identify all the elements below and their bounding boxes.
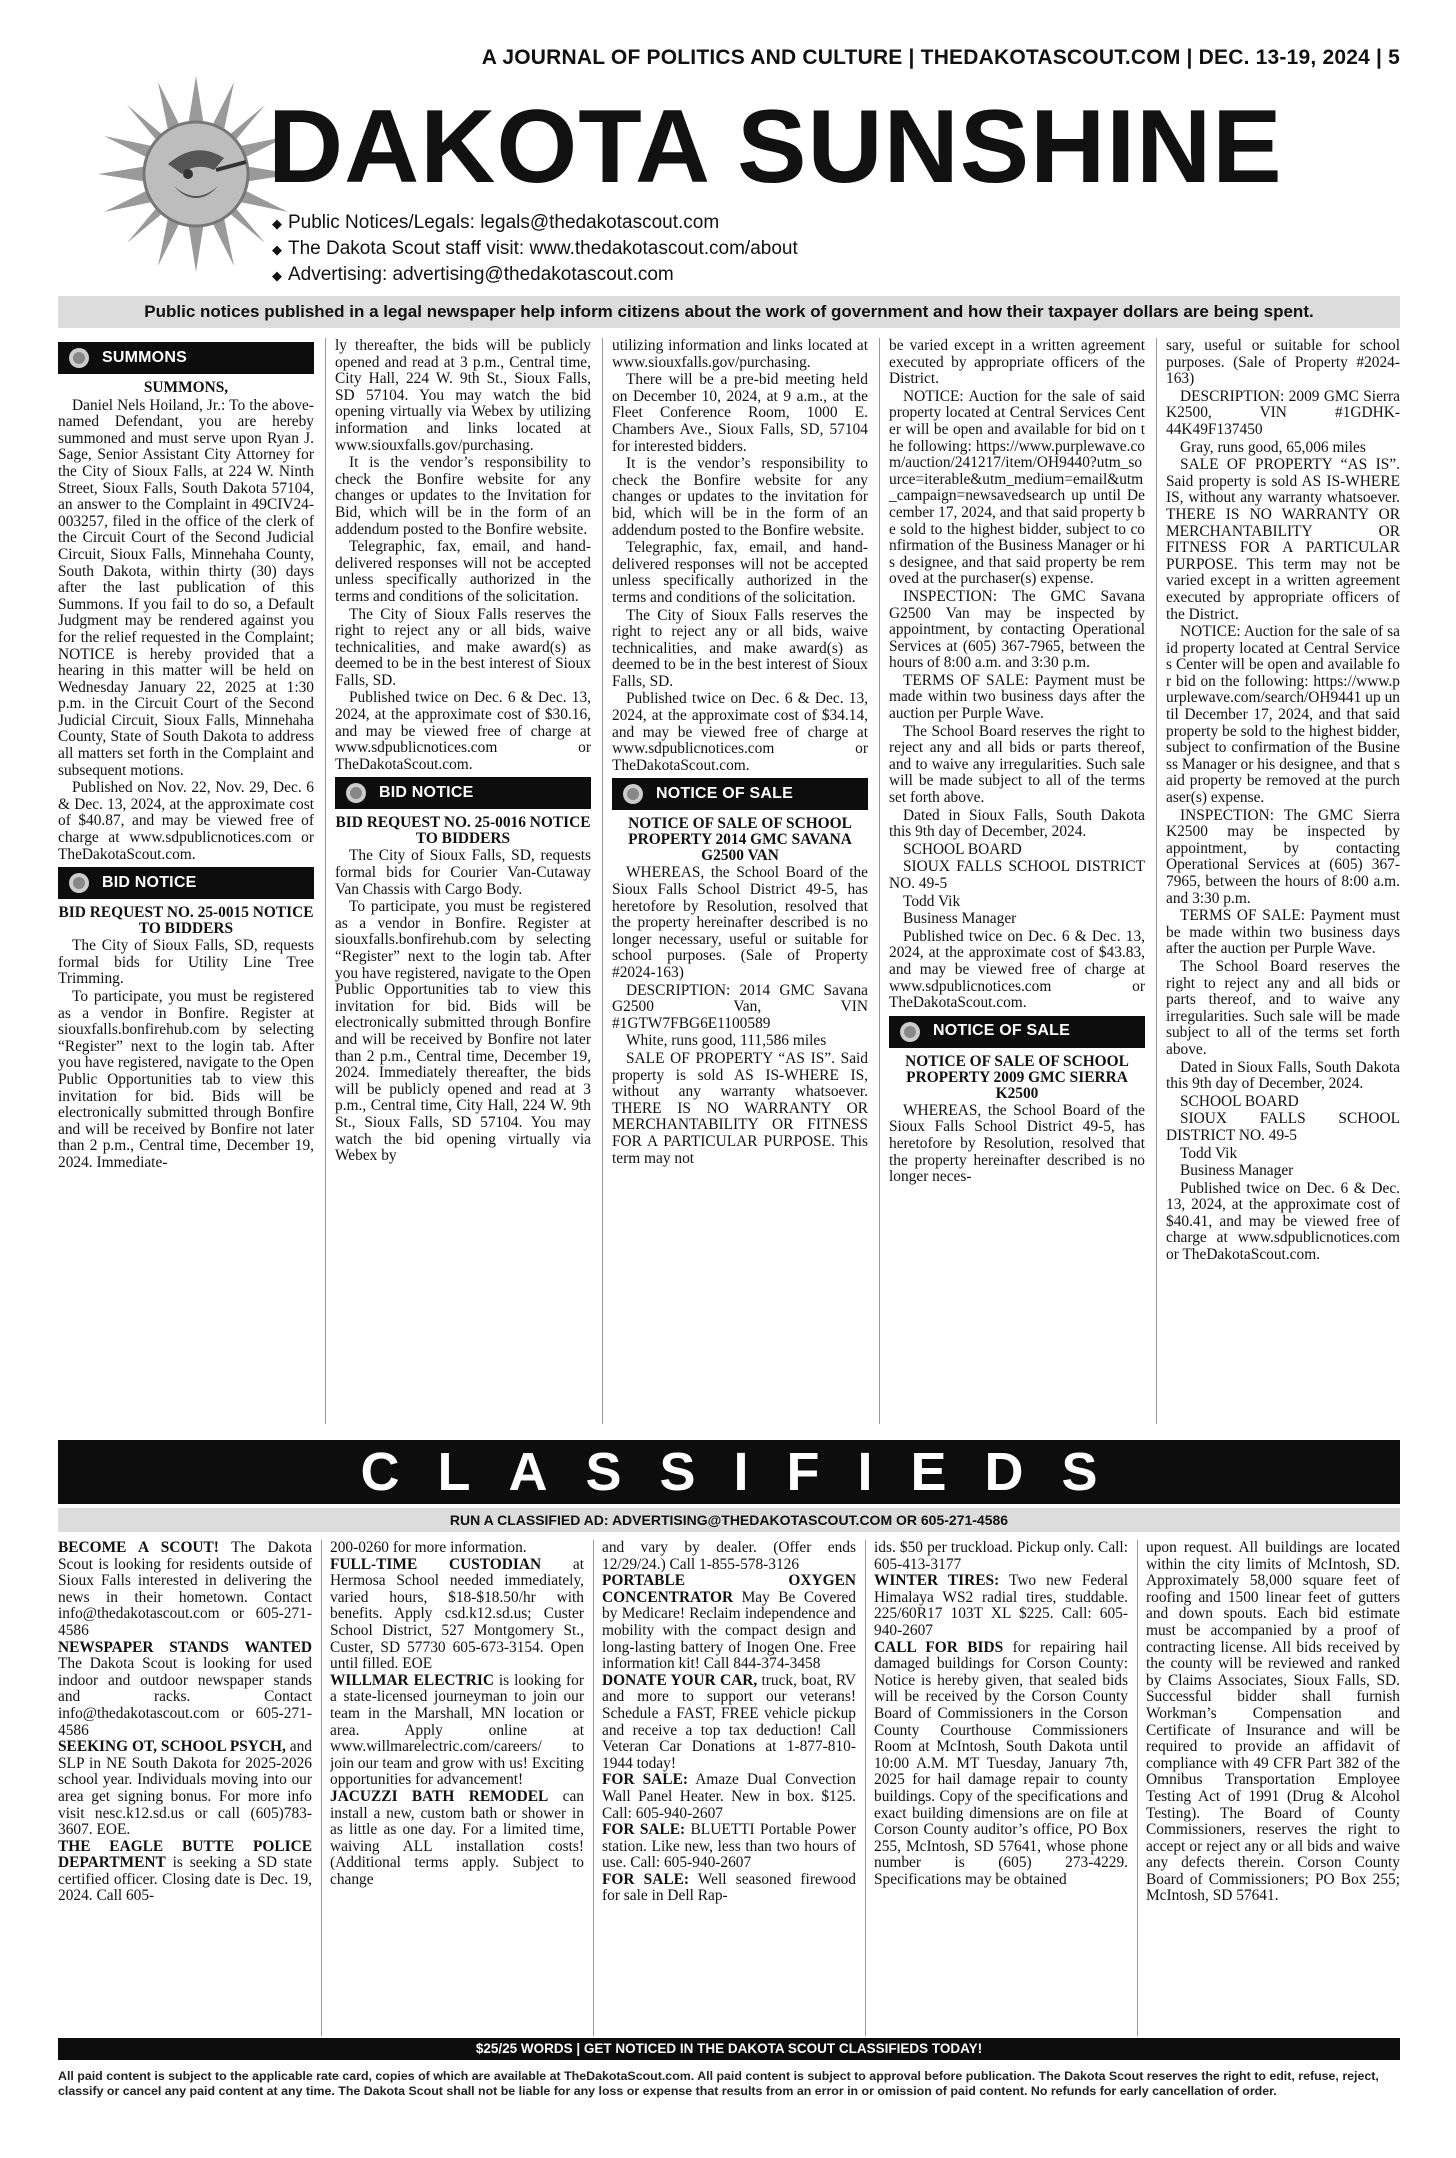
column-divider [593,1540,594,2036]
sun-mascot-icon [895,1019,925,1045]
section-header-bid-notice [335,777,591,809]
column-divider [325,338,326,1424]
classified-ad-text: ids. $50 per truckload. Pickup only. Call: 605-413-3177 [874,1540,1128,1573]
classified-ad-text: is looking for a state-licensed journeyman to join our team in the Marshall, MN location or area. Apply online at www.willmarelectric.com/careers/ to join our team and grow with us! Exciting opportunities for advancement! [330,1671,584,1789]
classified-column-1 [58,1540,312,2036]
classified-column-5 [1146,1540,1400,2036]
contact-legals [272,210,798,236]
classified-ad-text: upon request. All buildings are located within the city limits of McIntosh, SD. Approximately 58,000 square feet of roofing and 1500 linear feet of gutters and down spouts. Each bid estimate must be accompanied by a proof of contracting license. All bids received by the county will be reviewed and ranked by Claims Associates, Sioux Falls, SD. Successful bidder shall furnish Workman’s Compensation and Certificate of Insurance and will be required to provide an affidavit of compliance with 49 CFR Part 382 of the Omnibus Transportation Employee Testing Act of 1991 (Drug & Alcohol Testing). The Board of County Commissioners, reserves the right to accept or reject any or all bids and waive any defects therein. Corson County Board of Commissioners; PO Box 255; McIntosh, SD 57641. [1146,1540,1400,1905]
column-divider [879,338,880,1424]
classified-ad-text: can install a new, custom bath or shower in as little as one day. For a limited time, waiving ALL installation costs! (Additional terms apply. Subject to change [330,1787,584,1888]
classified-ad [602,1872,856,1905]
classified-ad [602,1822,856,1872]
classified-ad [602,1540,856,1573]
classified-ad-heading: NEWSPAPER STANDS WANTED [58,1638,312,1656]
staff-link[interactable]: The Dakota Scout staff visit: www.thedakotascout.com/about [288,238,798,259]
notice-column-4 [889,338,1145,1424]
notice-column-5 [1166,338,1400,1424]
classified-ad [58,1640,312,1740]
classified-ad-heading: WILLMAR ELECTRIC [330,1671,494,1689]
classified-ad-text: and vary by dealer. (Offer ends 12/29/24.) Call 1-855-578-3126 [602,1540,856,1573]
sun-mascot-icon [618,781,648,807]
sale-sierra-published: Published twice on Dec. 6 & Dec. 13, 2024, at the approximate cost of $40.41, and may be viewed free of charge at www.sdpublicnotices.com or TheDakotaScout.com. [1166,1179,1400,1264]
notice-column-1 [58,338,314,1424]
classified-ad [58,1739,312,1839]
sale-sierra-cont: sary, useful or suitable for school purposes. (Sale of Property #2024-163) [1166,338,1400,388]
classified-ad-text: The Dakota Scout is looking for residents outside of Sioux Falls interested in delivering the news in their hometown. Contact info@thedakotascout.com or 605-271-4586 [58,1540,312,1639]
section-header-notice-of-sale [889,1016,1145,1048]
sun-mascot-icon [64,345,94,371]
public-notices-section [58,338,1400,1424]
sale-savana-district: SIOUX FALLS SCHOOL DISTRICT NO. 49-5 [889,858,1145,892]
sale-sierra-board: SCHOOL BOARD [1180,1092,1299,1110]
contact-advertising [272,262,798,288]
diamond-bullet-icon: ◆ [272,216,282,231]
sale-sierra-auction: NOTICE: Auction for the sale of said property located at Central Services Center will be open and available for bid on the following: https://www.purplewave.com/search/OH9441 up until December 17, 2024, and that said property be sold to the highest bidder, subject to confirmation of the Business Manager or his designee, and that said property be removed at the purchaser(s) expense. [1166,623,1400,807]
classified-ad [330,1557,584,1673]
bid-0015-responsibility: It is the vendor’s responsibility to check the Bonfire website for any changes or updates to the Invitation for Bid, which will be in the form of an addendum posted to the Bonfire website. [335,454,591,538]
classified-ad [874,1573,1128,1639]
classifieds-contact-bar[interactable]: RUN A CLASSIFIED AD: ADVERTISING@THEDAKOTASCOUT.COM OR 605-271-4586 [58,1508,1400,1532]
notice-of-sale-heading: NOTICE OF SALE [656,785,794,803]
bid-0016-reserves: The City of Sioux Falls reserves the right to reject any or all bids, waive technicalities, and make award(s) as deemed to be in the best interest of Sioux Falls, SD. [612,606,868,690]
column-divider [1137,1540,1138,2036]
bid-0016-intro: The City of Sioux Falls, SD, requests formal bids for Courier Van-Cutaway Van Chassis with Cargo Body. [335,847,591,898]
classified-ad [58,1839,312,1905]
sale-sierra-signer-title: Business Manager [1180,1162,1294,1180]
sale-sierra-inspection: INSPECTION: The GMC Sierra K2500 may be inspected by appointment, by contacting Operational Services at (605) 367-7965, between the hours of 8:00 a.m. and 3:30 p.m. [1166,806,1400,907]
bid-0016-cont: utilizing information and links located at www.siouxfalls.gov/purchasing. [612,338,868,371]
classified-ad-heading: WINTER TIRES: [874,1572,1000,1590]
bid-0016-participate: To participate, you must be registered as a vendor in Bonfire. Register at siouxfalls.bonfirehub.com by selecting “Register” next to the login tab. After you have registered, navigate to the Open Public Opportunities tab to view this invitation for bid. Bids will be electronically submitted through Bonfire and will be received by Bonfire not later than 2 p.m., Central time, December 19, 2024. Immediately thereafter, the bids will be publicly opened and read at 3 p.m., Central time, City Hall, 224 W. 9th St., Sioux Falls, SD 57104. You may watch the bid opening virtually via Webex by [335,898,591,1165]
bid-0016-responsibility: It is the vendor’s responsibility to check the Bonfire website for any changes or updates to the invitation for bid, which will be in the form of an addendum posted to the Bonfire website. [612,455,868,539]
section-header-summons [58,342,314,374]
section-header-bid-notice [58,867,314,899]
bid-0016-published: Published twice on Dec. 6 & Dec. 13, 2024, at the approximate cost of $34.14, and may be viewed free of charge at www.sdpublicnotices.com or TheDakotaScout.com. [612,690,868,774]
sale-sierra-as-is: SALE OF PROPERTY “AS IS”. Said property is sold AS IS-WHERE IS, without any warranty whatsoever. THERE IS NO WARRANTY OR MERCHANTABILITY OR FITNESS FOR A PARTICULAR PURPOSE. This term may not be varied except in a written agreement executed by appropriate officers of the District. [1166,456,1400,623]
sun-mascot-logo [96,74,296,274]
sale-title-sierra: NOTICE OF SALE OF SCHOOL PROPERTY 2009 GMC SIERRA K2500 [905,1052,1129,1102]
public-notice-banner: Public notices published in a legal newspaper help inform citizens about the work of government and how their taxpayer dollars are being spent. [58,296,1400,328]
sale-sierra-whereas: WHEREAS, the School Board of the Sioux Falls School District 49-5, has heretofore by Resolution, resolved that the property hereinafter described is no longer neces- [889,1101,1145,1186]
sale-sierra-signer: Todd Vik [1180,1144,1238,1162]
bid-0015-participate: To participate, you must be registered as a vendor in Bonfire. Register at siouxfalls.bonfirehub.com by selecting “Register” next to the login tab. After you have registered, navigate to the Open Public Opportunities tab to view this invitation for bid. Bids will be electronically submitted through Bonfire and will be received by Bonfire not later than 2 p.m., Central time, December 19, 2024. Immediate- [58,988,314,1171]
sale-savana-as-is: SALE OF PROPERTY “AS IS”. Said property is sold AS IS-WHERE IS, without any warranty whatsoever. THERE IS NO WARRANTY OR MERCHANTABILITY OR FITNESS FOR A PARTICULAR PURPOSE. This term may not [612,1049,868,1167]
classified-ad-text: and SLP in NE South Dakota for 2025-2026 school year. Individuals moving into our area get signing bonus. For more info visit nesc.k12.sd.us or call (605)783-3607. EOE. [58,1738,312,1839]
sale-sierra-district: SIOUX FALLS SCHOOL DISTRICT NO. 49-5 [1166,1110,1400,1144]
sun-mascot-icon [341,780,371,806]
summons-published: Published on Nov. 22, Nov. 29, Dec. 6 & Dec. 13, 2024, at the approximate cost of $40.87, and may be viewed free of charge at www.sdpublicnotices.com or TheDakotaScout.com. [58,779,314,863]
classifieds-section [58,1540,1400,2036]
masthead-title: DAKOTA SUNSHINE [268,89,1283,205]
classified-ad-heading: SEEKING OT, SCHOOL PSYCH, [58,1738,286,1756]
classified-ad [602,1673,856,1773]
sale-sierra-reserves: The School Board reserves the right to reject any and all bids or parts thereof, and to waive any irregularities. Such sale will be made subject to all of the terms set forth above. [1166,957,1400,1058]
classified-ad [874,1540,1128,1573]
sale-savana-whereas: WHEREAS, the School Board of the Sioux Falls School District 49-5, has heretofore by Resolution, resolved that the property hereinafter described is no longer necessary, useful or suitable for school purposes. (Sale of Property #2024-163) [612,864,868,981]
classified-ad [1146,1540,1400,1905]
classified-ad [330,1540,584,1557]
bid-title-0015: BID REQUEST NO. 25-0015 NOTICE TO BIDDERS [58,904,314,938]
classified-ad-heading: JACUZZI BATH REMODEL [330,1787,549,1805]
sale-savana-inspection: INSPECTION: The GMC Savana G2500 Van may be inspected by appointment, by contacting Operational Services at (605) 367-7965, between the hours of 8:00 a.m. and 3:30 p.m. [889,587,1145,672]
classified-ad [58,1540,312,1640]
paid-content-disclaimer: All paid content is subject to the applicable rate card, copies of which are available at TheDakotaScout.com. All paid content is subject to approval before publication. The Dakota Scout reserves the right to edit, refuse, reject, classify or cancel any paid content at any time. The Dakota Scout shall not be liable for any loss or expense that results from an error in or omission of paid content. No refunds for early cancellation of order. [58,2069,1379,2098]
classifieds-footer-bar: $25/25 WORDS | GET NOTICED IN THE DAKOTA SCOUT CLASSIFIEDS TODAY! [58,2038,1400,2060]
summons-body: Daniel Nels Hoiland, Jr.: To the above-named Defendant, you are hereby summoned and must serve upon Ryan J. Sage, Senior Assistant City Attorney for the City of Sioux Falls, at 224 W. Ninth Street, Sioux Falls, South Dakota 57104, an answer to the Complaint in 49CIV24-003257, filed in the office of the clerk of the Circuit Court of the Second Judicial Circuit, Sioux Falls, Minnehaha County, South Dakota, within thirty (30) days after the last publication of this Summons. If you fail to do so, a Default Judgment may be rendered against you for the relief requested in the Complaint; NOTICE is hereby provided that a hearing in this matter will be held on Wednesday January 22, 2025 at 1:30 p.m. in the Circuit Court of the Second Judicial Circuit, Sioux Falls, Minnehaha County, State of South Dakota to address all matters set forth in the Complaint and subsequent motions. [58,396,314,779]
diamond-bullet-icon: ◆ [272,242,282,257]
column-divider [1156,338,1157,1424]
bid-0015-telegraphic: Telegraphic, fax, email, and hand-delivered responses will not be accepted unless specifically authorized in the terms and conditions of the solicitation. [335,538,591,605]
legals-email-link[interactable]: Public Notices/Legals: legals@thedakotascout.com [288,212,720,233]
sale-savana-description: DESCRIPTION: 2014 GMC Savana G2500 Van, VIN #1GTW7FBG6E1100589 [612,981,868,1032]
sale-savana-dated: Dated in Sioux Falls, South Dakota this 9th day of December, 2024. [889,806,1145,841]
classified-ad-text: truck, boat, RV and more to support our veterans! Schedule a FAST, FREE vehicle pickup and receive a top tax deduction! Call Veteran Car Donations at 1-877-810-1944 today! [602,1671,856,1772]
sale-savana-auction: NOTICE: Auction for the sale of said property located at Central Services Center will be open and available for bid on the following: https://www.purplewave.com/auction/241217/item/OH9440?utm_source=iterable&utm_medium=email&utm_campaign=newsavedsearch up until December 17, 2024, and that said property be sold to the highest bidder, subject to confirmation of the Business Manager or his designee, and that said property be removed at the purchaser(s) expense. [889,387,1145,588]
classified-ad-heading: THE EAGLE BUTTE POLICE DEPARTMENT [58,1837,312,1872]
bid-notice-heading: BID NOTICE [102,873,197,891]
classified-ad-heading: FOR SALE: [602,1870,689,1888]
diamond-bullet-icon: ◆ [272,268,282,283]
notice-of-sale-heading: NOTICE OF SALE [933,1022,1071,1040]
classified-ad-heading: CALL FOR BIDS [874,1638,1004,1656]
bid-0015-published: Published twice on Dec. 6 & Dec. 13, 2024, at the approximate cost of $30.16, and may be viewed free of charge at www.sdpublicnotices.com or TheDakotaScout.com. [335,689,591,773]
classified-ad-text: Two new Federal Himalaya WS2 radial tires, studdable. 225/60R17 103T XL $225. Call: 605-940-2607 [874,1572,1128,1639]
classified-ad-text: at Hermosa School needed immediately, varied hours, $18-$18.50/hr with benefits. Apply csd.k12.sd.us; Custer School District, 527 Montgomery St., Custer, SD 57730 605-673-3154. Open until filled. EOE [330,1555,584,1673]
sale-savana-reserves: The School Board reserves the right to reject any and all bids or parts thereof, and to waive any irregularities. Such sale will be made subject to all of the terms set forth above. [889,722,1145,807]
classified-ad [330,1789,584,1889]
classified-ad-text: for repairing hail damaged buildings for Corson County: Notice is hereby given, that sealed bids will be received by the Corson County Board of Commissioners in the Corson County Courthouse Commissioners Room at McIntosh, South Dakota until 10:00 A.M. MT Tuesday, January 7th, 2025 for hail damage repair to county buildings. Copy of the specifications and exact building dimensions are on file at Corson County auditor’s office, PO Box 255, McIntosh, SD 57641, whose phone number is (605) 273-4229. Specifications may be obtained [874,1638,1128,1888]
sale-savana-condition: White, runs good, 111,586 miles [626,1032,827,1050]
sale-sierra-terms: TERMS OF SALE: Payment must be made within two business days after the auction per Purple Wave. [1166,907,1400,958]
summons-heading: SUMMONS [102,348,187,366]
sale-savana-terms: TERMS OF SALE: Payment must be made within two business days after the auction per Purple Wave. [889,671,1145,723]
classified-ad-text: BLUETTI Portable Power station. Like new, less than two hours of use. Call: 605-940-2607 [602,1821,856,1872]
classified-ad [874,1640,1128,1889]
column-divider [321,1540,322,2036]
bid-notice-heading: BID NOTICE [379,784,474,802]
advertising-email-link[interactable]: Advertising: advertising@thedakotascout.com [288,264,674,285]
classified-ad-text: 200-0260 for more information. [330,1540,527,1556]
section-header-notice-of-sale [612,778,868,810]
sale-savana-signer: Todd Vik [903,892,961,910]
classified-ad-heading: FOR SALE: [602,1821,686,1839]
bid-0016-prebid: There will be a pre-bid meeting held on December 10, 2024, at 9 a.m., at the Fleet Conference Room, 1000 E. Chambers Ave., Sioux Falls, SD, 57104 for interested bidders. [612,371,868,455]
classified-ad [602,1573,856,1673]
classified-ad-heading: BECOME A SCOUT! [58,1540,219,1556]
sale-title-savana: NOTICE OF SALE OF SCHOOL PROPERTY 2014 GMC SAVANA G2500 VAN [628,815,852,865]
bid-title-0016: BID REQUEST NO. 25-0016 NOTICE TO BIDDERS [335,814,591,848]
sale-savana-cont: be varied except in a written agreement executed by appropriate officers of the District. [889,338,1145,388]
classified-column-4 [874,1540,1128,2036]
bid-0015-reserves: The City of Sioux Falls reserves the right to reject any or all bids, waive technicalities, and make award(s) as deemed to be in the best interest of Sioux Falls, SD. [335,605,591,689]
classified-column-2 [330,1540,584,2036]
sun-mascot-icon [64,870,94,896]
contact-list [272,210,798,288]
classified-ad [330,1673,584,1789]
classified-column-3 [602,1540,856,2036]
bid-0015-intro: The City of Sioux Falls, SD, requests formal bids for Utility Line Tree Trimming. [58,937,314,988]
issue-topline: A JOURNAL OF POLITICS AND CULTURE | THEDAKOTASCOUT.COM | DEC. 13-19, 2024 | 5 [481,46,1400,69]
classifieds-banner: CLASSIFIEDS [58,1440,1400,1504]
sale-sierra-description: DESCRIPTION: 2009 GMC Sierra K2500, VIN #1GDHK-44K49F137450 [1166,387,1400,438]
sale-sierra-condition: Gray, runs good, 65,006 miles [1180,438,1366,456]
column-divider [602,338,603,1424]
notice-column-2 [335,338,591,1424]
classified-ad-text: The Dakota Scout is looking for used indoor and outdoor newspaper stands and racks. Contact info@thedakotascout.com or 605-271-4586 [58,1655,312,1739]
classified-ad-text: Well seasoned firewood for sale in Dell Rap- [602,1870,856,1905]
classified-ad-heading: FULL-TIME CUSTODIAN [330,1555,542,1573]
notice-column-3 [612,338,868,1424]
column-divider [865,1540,866,2036]
sale-savana-published: Published twice on Dec. 6 & Dec. 13, 2024, at the approximate cost of $43.83, and may be viewed free of charge at www.sdpublicnotices.com or TheDakotaScout.com. [889,927,1145,1012]
sale-savana-signer-title: Business Manager [903,910,1017,928]
classified-ad-heading: DONATE YOUR CAR, [602,1671,758,1689]
classified-ad [602,1772,856,1822]
classified-ad-heading: FOR SALE: [602,1771,688,1789]
sale-savana-board: SCHOOL BOARD [903,840,1022,858]
summons-title: SUMMONS, [143,379,229,396]
classified-ad-text: is seeking a SD state certified officer. Closing date is Dec. 19, 2024. Call 605- [58,1854,312,1905]
bid-0015-cont: ly thereafter, the bids will be publicly opened and read at 3 p.m., Central time, City Hall, 224 W. 9th St., Sioux Falls, SD 57104. You may watch the bid opening virtually via Webex by utilizing information and links located at www.siouxfalls.gov/purchasing. [335,338,591,454]
classified-ad-text: May Be Covered by Medicare! Reclaim independence and mobility with the compact design and long-lasting battery of Inogen One. Free information kit! Call 844-374-3458 [602,1588,856,1673]
sale-sierra-dated: Dated in Sioux Falls, South Dakota this 9th day of December, 2024. [1166,1058,1400,1093]
classified-ad-text: Amaze Dual Convection Wall Panel Heater. New in box. $125. Call: 605-940-2607 [602,1771,856,1822]
classified-ad-heading: PORTABLE OXYGEN CONCENTRATOR [602,1572,856,1606]
contact-staff [272,236,798,262]
bid-0016-telegraphic: Telegraphic, fax, email, and hand-delivered responses will not be accepted unless specifically authorized in the terms and conditions of the solicitation. [612,539,868,606]
